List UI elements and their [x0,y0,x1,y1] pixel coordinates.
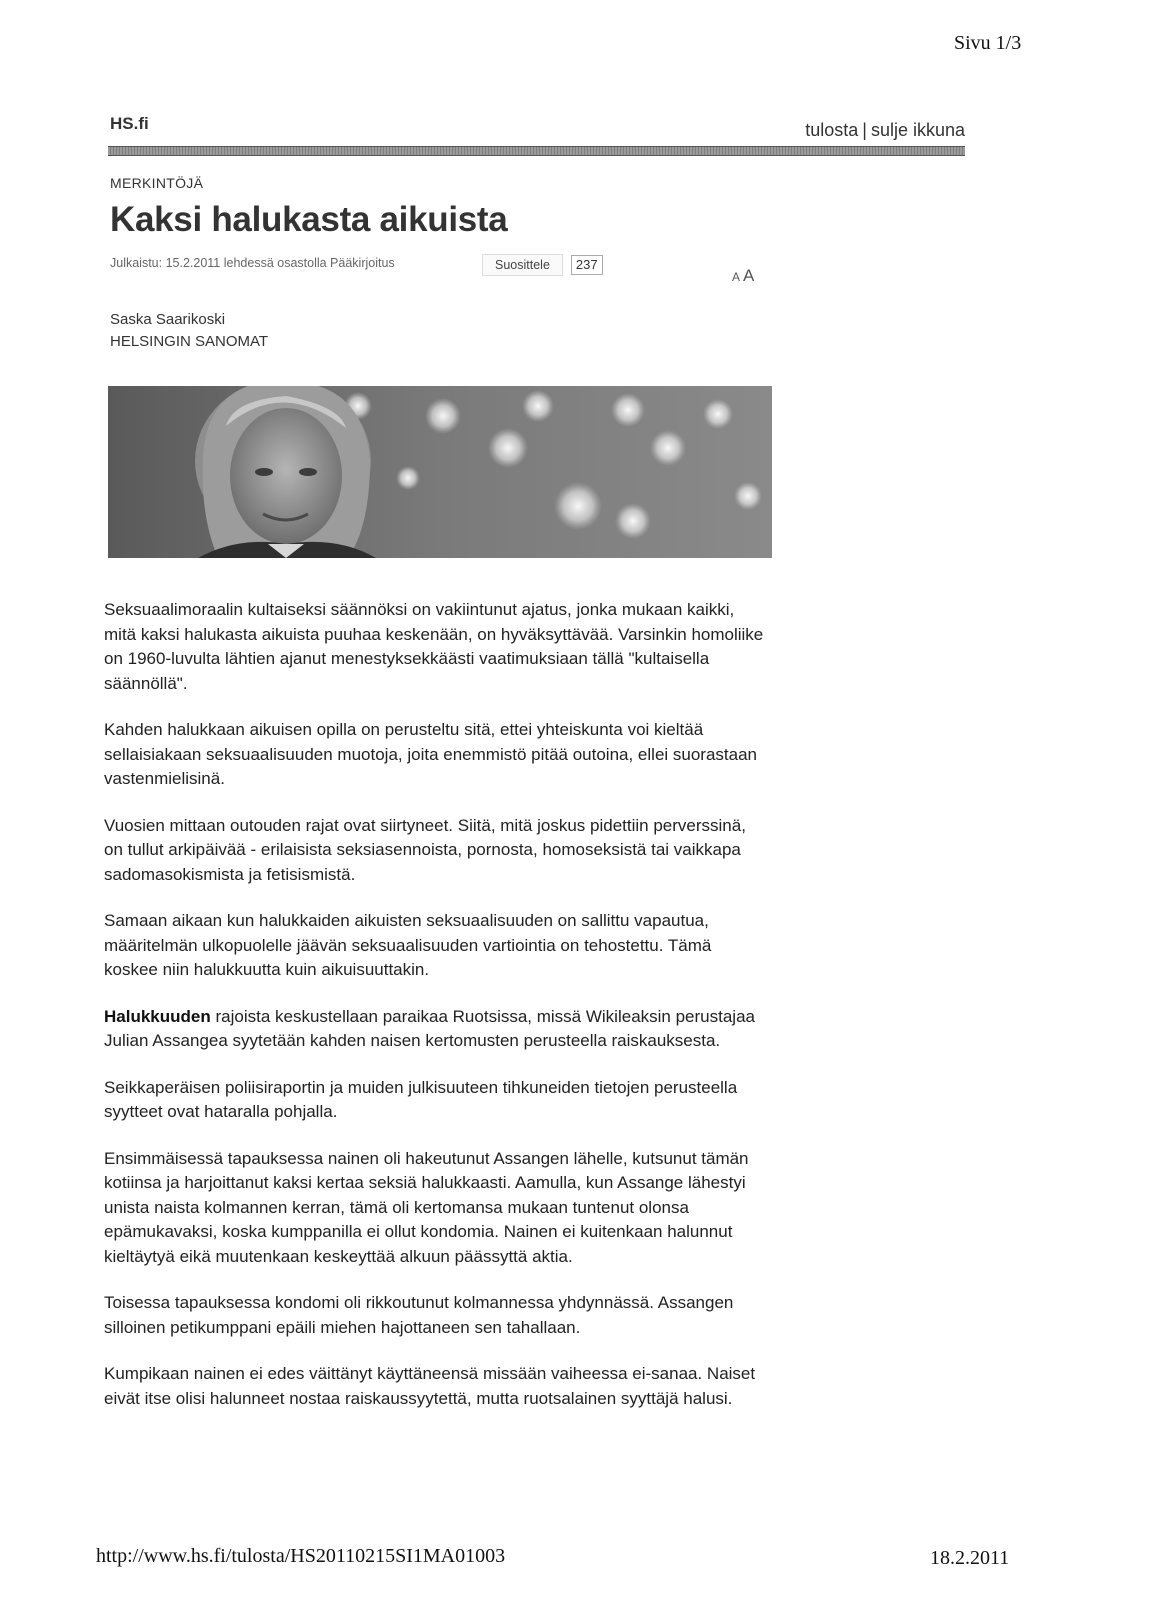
font-size-controls [732,266,754,286]
article-paragraph: Seikkaperäisen poliisiraportin ja muiden julkisuuteen tihkuneiden tietojen perusteella syytteet ovat hataralla pohjalla. [104,1077,738,1121]
page-number: Sivu 1/3 [954,32,1022,54]
article-paragraph: Kumpikaan nainen ei edes väittänyt käyttäneensä missään vaiheessa ei-sanaa. Naiset eivät itse olisi halunneet nostaa raiskaussyytettä, mutta ruotsalainen syyttäjä halusi. [104,1364,756,1408]
article-paragraph: Kahden halukkaan aikuisen opilla on perusteltu sitä, ettei yhteiskunta voi kieltää sellaisiakaan seksuaalisuuden muotoja, joita enemmistö pitää outoina, ellei suorastaan vastenmielisinä. [104,720,758,788]
font-larger-button[interactable]: A [743,266,755,285]
article-paragraph: Toisessa tapauksessa kondomi oli rikkoutunut kolmannessa yhdynnässä. Assangen silloinen petikumppani epäili miehen hajottaneen sen tahallaan. [104,1293,734,1337]
recommend-button[interactable]: Suosittele [482,254,563,276]
header-divider [108,146,965,156]
link-separator: | [862,120,867,140]
paragraph-text: rajoista keskustellaan paraikaa Ruotsissa, missä Wikileaksin perustajaa Julian Assangea syytetään kahden naisen kertomusten perusteella raiskauksesta. [104,1006,755,1050]
close-window-link[interactable]: sulje ikkuna [870,120,965,140]
recommend-widget [482,254,603,276]
bold-lead-word: Halukkuuden [104,1006,211,1026]
site-logo[interactable]: HS.fi [110,114,149,133]
article-paragraph: Vuosien mittaan outouden rajat ovat siirtyneet. Siitä, mitä joskus pidettiin perverssinä, on tullut arkipäivää - erilaisista seksiasennoista, pornosta, homoseksistä tai vaikkapa sadomasokismista ja fetisismistä. [104,815,746,884]
article-body [104,598,764,1433]
recommend-count: 237 [571,255,603,275]
footer-url: http://www.hs.fi/tulosta/HS20110215SI1MA01003 [96,1545,506,1567]
font-smaller-button[interactable]: A [732,270,741,284]
author-photo [108,386,772,558]
article-paragraph: Samaan aikaan kun halukkaiden aikuisten seksuaalisuuden on sallittu vapautua, määritelmän ulkopuolelle jäävän seksuaalisuuden vartiointia on tehostettu. Tämä koskee niin halukkuutta kuin aikuisuuttakin. [104,911,712,979]
author-name: Saska Saarikoski [110,311,226,328]
article-paragraph: Seksuaalimoraalin kultaiseksi säännöksi on vakiintunut ajatus, jonka mukaan kaikki, mitä kaksi halukasta aikuista puuhaa keskenään, on hyväksyttävää. Varsinkin homoliike on 1960-luvulta lähtien ajanut menestyksekkäästi vaatimuksiaan tällä "kultaisella säännöllä". [104,600,764,693]
top-links [805,120,965,141]
print-link[interactable]: tulosta [805,120,859,140]
article-title: Kaksi halukasta aikuista [110,200,508,239]
author-byline [110,309,268,353]
section-label: MERKINTÖJÄ [110,175,204,191]
article-paragraph [104,1005,764,1054]
author-organization: HELSINGIN SANOMAT [110,333,269,350]
article-paragraph: Ensimmäisessä tapauksessa nainen oli hakeutunut Assangen lähelle, kutsunut tämän kotiinsa ja harjoittanut kaksi kertaa seksiä halukkaasti. Aamulla, kun Assange lähestyi unista naista kolmannen kerran, tämä oli kertomansa mukaan tuntenut olonsa epämukavaksi, koska kumppanilla ei ollut kondomia. Nainen ei kuitenkaan halunnut kieltäytyä eikä muutenkaan keskeyttää alkuun päässyttä aktia. [104,1148,749,1266]
footer-date: 18.2.2011 [930,1547,1010,1569]
published-info: Julkaistu: 15.2.2011 lehdessä osastolla Pääkirjoitus [110,256,395,270]
